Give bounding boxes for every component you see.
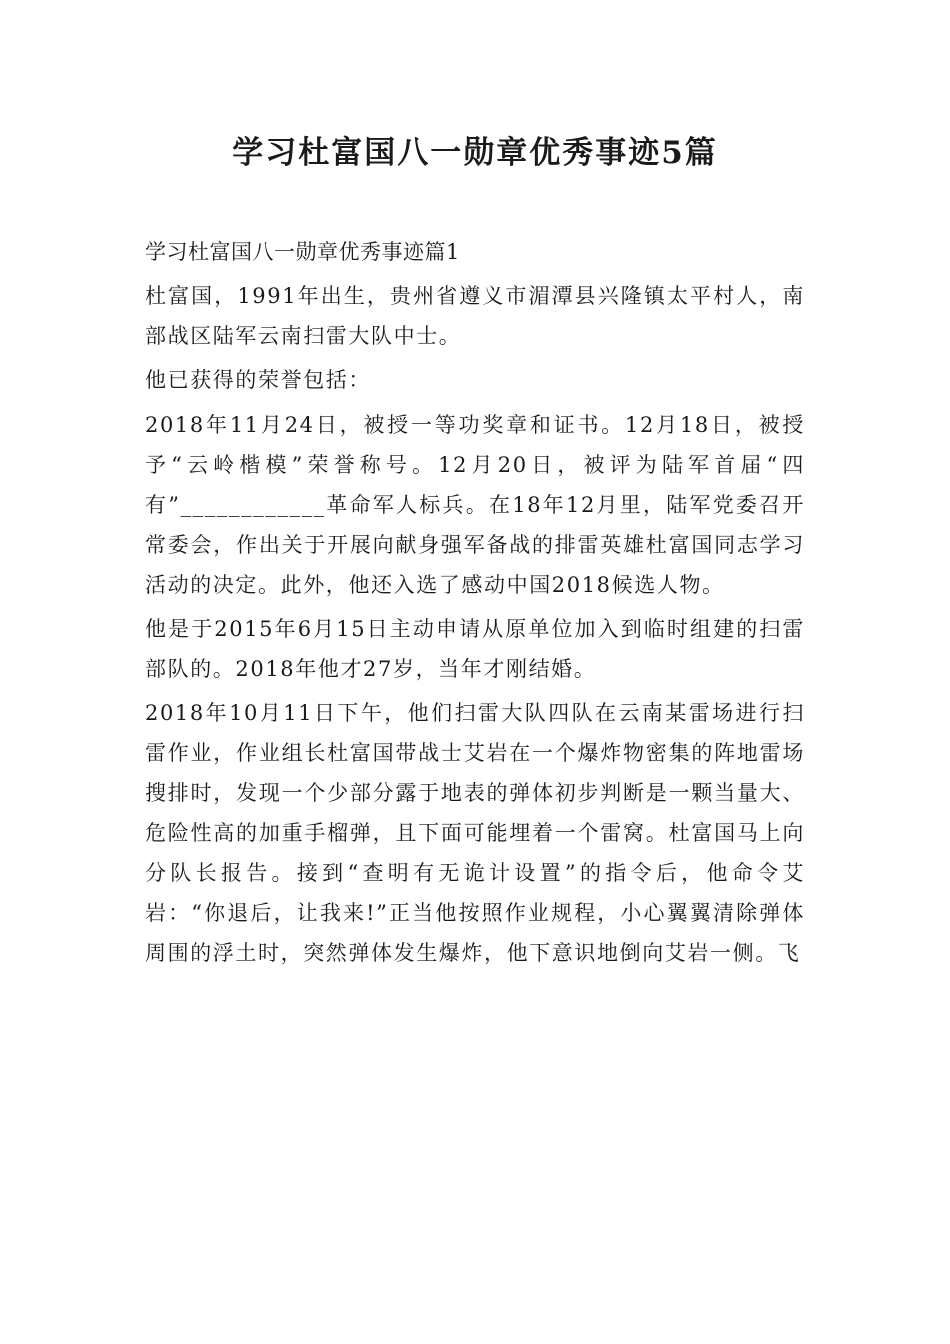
section-heading: 学习杜富国八一勋章优秀事迹篇1 bbox=[145, 240, 460, 264]
document-body bbox=[145, 232, 805, 977]
document-title: 学习杜富国八一勋章优秀事迹5篇 bbox=[232, 135, 718, 171]
paragraph-honors: 2018年11月24日，被授一等功奖章和证书。12月18日，被授予“云岭楷模”荣誉称号。12月20日，被评为陆军首届“四有”____________革命军人标兵。在18年12月里，陆军党委召开常委会，作出关于开展向献身强军备战的排雷英雄杜富国同志学习活动的决定。此外，他还入选了感动中国2018候选人物。 bbox=[145, 412, 805, 597]
paragraph-honors-lead: 他已获得的荣誉包括： bbox=[145, 368, 371, 393]
paragraph-enlistment: 他是于2015年6月15日主动申请从原单位加入到临时组建的扫雷部队的。2018年他才27岁，当年才刚结婚。 bbox=[145, 616, 805, 681]
paragraph-intro: 杜富国，1991年出生，贵州省遵义市湄潭县兴隆镇太平村人，南部战区陆军云南扫雷大队中士。 bbox=[145, 284, 805, 349]
paragraph-incident: 2018年10月11日下午，他们扫雷大队四队在云南某雷场进行扫雷作业，作业组长杜富国带战士艾岩在一个爆炸物密集的阵地雷场搜排时，发现一个少部分露于地表的弹体初步判断是一颗当量大、危险性高的加重手榴弹，且下面可能埋着一个雷窝。杜富国马上向分队长报告。接到“查明有无诡计设置”的指令后，他命令艾岩：“你退后，让我来!”正当他按照作业规程，小心翼翼清除弹体周围的浮土时，突然弹体发生爆炸，他下意识地倒向艾岩一侧。飞 bbox=[145, 700, 805, 965]
